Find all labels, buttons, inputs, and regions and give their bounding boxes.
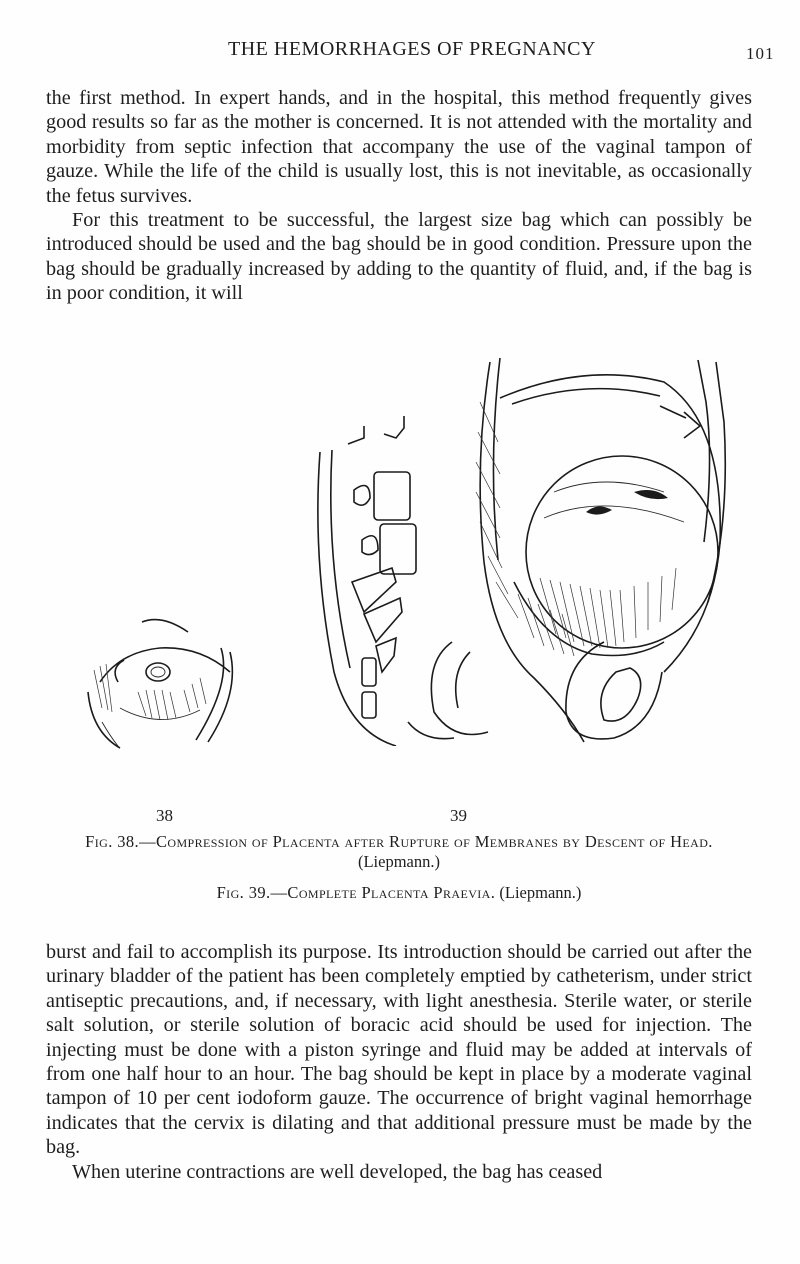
- figure-38-number: 38: [156, 806, 173, 825]
- figure-38-caption: [46, 832, 752, 872]
- paragraph: the first method. In expert hands, and in the hospital, this method frequently gives good results so far as the mother is concerned. It is not attended with the mortality and morbidity from septic infection that accompany the use of the vaginal tampon of gauze. While the life of the child is usually lost, this is not inevitable, as occasionally the fetus survives.: [46, 87, 752, 207]
- running-title: THE HEMORRHAGES OF PREGNANCY: [228, 38, 596, 60]
- page-number: 101: [746, 44, 775, 63]
- paragraph: For this treatment to be successful, the largest size bag which can possibly be introduced should be used and the bag should be in good condition. Pressure upon the bag should be gradually increased by adding to the quantity of fluid, and, if the bag is in poor condition, it will: [46, 209, 752, 305]
- top-text-block: [46, 86, 752, 306]
- figure-39-number: 39: [450, 806, 467, 825]
- paragraph: burst and fail to accomplish its purpose. Its introduction should be carried out after the urinary bladder of the patient has been completely emptied by catheterism, under strict antiseptic precautions, and, if necessary, with light anesthesia. Sterile water, or sterile salt solution, or sterile solution of boracic acid should be used for injection. The injecting must be done with a piston syringe and fluid may be added at intervals of from one half hour to an hour. The bag should be kept in place by a moderate vaginal tampon of 10 per cent iodoform gauze. The occurrence of bright vaginal hemorrhage indicates that the cervix is dilating and that additional pressure must be made by the bag.: [46, 941, 752, 1159]
- figure-38-caption-source: (Liepmann.): [357, 852, 440, 871]
- figure-39-caption: [46, 883, 752, 903]
- bottom-text-block: [46, 940, 752, 1184]
- figure-plate: [80, 342, 760, 825]
- figure-39-caption-source: (Liepmann.): [499, 883, 582, 902]
- figure-39-illustration: [304, 342, 736, 746]
- running-head: [0, 38, 800, 68]
- paragraph: When uterine contractions are well developed, the bag has ceased: [72, 1160, 603, 1183]
- figure-38-illustration: [80, 612, 250, 752]
- figure-39-caption-text: Fig. 39.—Complete Placenta Praevia.: [216, 883, 496, 902]
- figure-38-caption-text: Fig. 38.—Compression of Placenta after Rupture of Membranes by Descent of Head.: [85, 832, 713, 851]
